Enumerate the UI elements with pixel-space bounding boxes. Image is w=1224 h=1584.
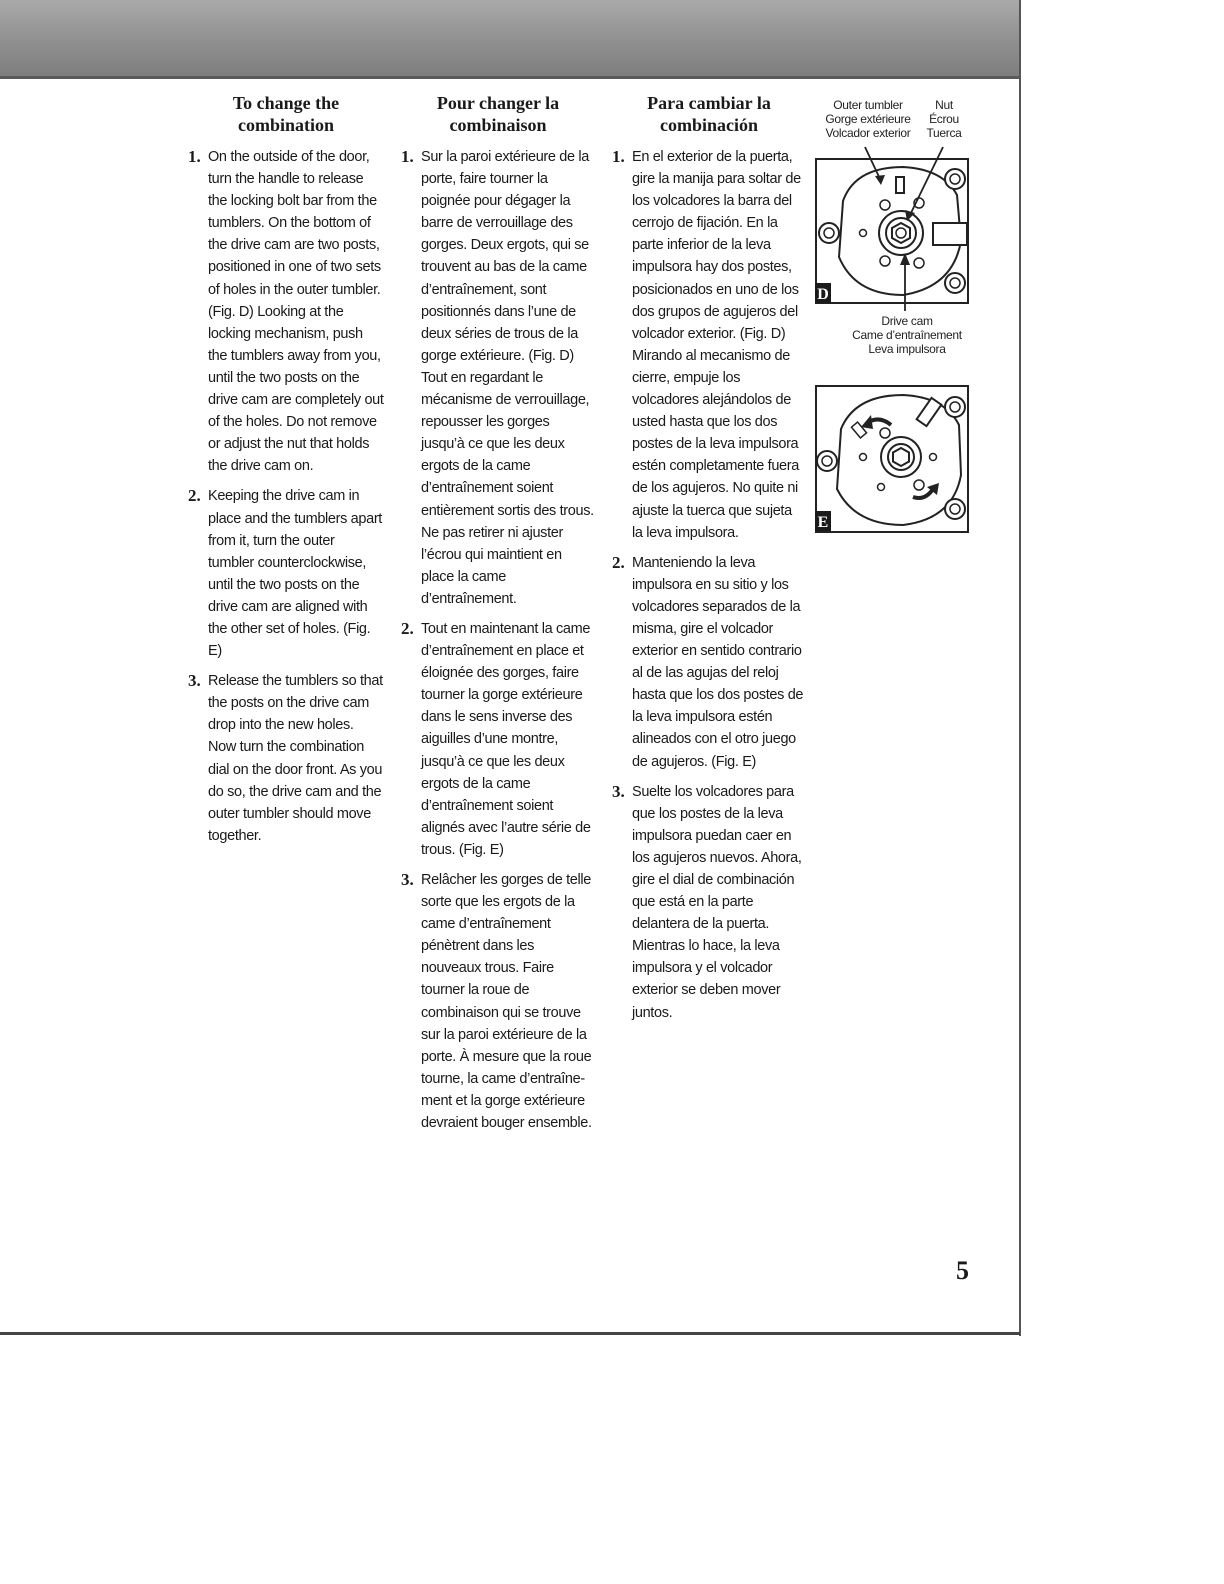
french-column bbox=[401, 92, 595, 1142]
step-number: 2. bbox=[188, 486, 201, 506]
nut bbox=[892, 223, 910, 243]
figure-e-diagram bbox=[815, 385, 971, 535]
figure-e-letter: E bbox=[817, 514, 829, 531]
step-number: 2. bbox=[401, 618, 414, 638]
step-number: 3. bbox=[188, 671, 201, 691]
drive-cam-label bbox=[842, 314, 972, 356]
tumbler-slot bbox=[896, 177, 904, 193]
step-text: Sur la paroi extérieure de la porte, faire tourner la poignée pour dégager la barre de verrouillage des gorges. Deux ergots, qui se trouvent au bas de la came d’entraînement, sont positionnés dans l’une de deux séries de trous de la gorge extérieure. (Fig. D) Tout en regardant le mécanisme de verrouillage, repousser les gorges jusqu’à ce que les deux ergots de la came d’entraînement soient entièrement sortis des trous. Ne pas retirer ni ajuster l’écrou qui maintient en place la came d’entraînement. bbox=[421, 149, 594, 607]
label-fr: Écrou bbox=[929, 112, 959, 126]
step-number: 3. bbox=[401, 870, 414, 889]
step-text: On the outside of the door, turn the handle to release the locking bolt bar from the tumblers. On the bottom of the drive cam are two posts, positioned in one of two sets of holes in the outer tumbler. (Fig. D) Looking at the locking mechanism, push the tumblers away from you, until the two posts on the drive cam are completely out of the holes. Do not remove or adjust the nut that holds the drive cam on. bbox=[208, 149, 384, 475]
label-en: Outer tumbler bbox=[833, 98, 903, 112]
step-text: Keeping the drive cam in place and the tumblers apart from it, turn the outer tumbler counterclockwise, until the two posts on the drive cam are aligned with the other set of holes. (Fig. E) bbox=[208, 488, 382, 660]
english-column bbox=[188, 92, 384, 855]
step-number: 1. bbox=[188, 147, 201, 166]
bolt-bar bbox=[933, 223, 967, 245]
upper-right-lug bbox=[945, 169, 965, 189]
spanish-step-3 bbox=[612, 781, 806, 1024]
french-step-1 bbox=[401, 146, 595, 610]
spanish-title-line1: Para cambiar la bbox=[647, 93, 771, 113]
english-title-line1: To change the bbox=[232, 93, 340, 113]
english-title bbox=[188, 92, 384, 136]
english-step-2 bbox=[188, 485, 384, 662]
step-number: 3. bbox=[612, 781, 625, 801]
step-text: En el exterior de la puerta, gire la manija para soltar de los volcadores la barra del cerrojo de fijación. En la parte inferior de la leva impulsora hay dos postes, posicionados en uno de los dos grupos de agujeros del volcador exterior. (Fig. D) Mirando al mecanismo de cierre, empuje los volcadores alejándolos de usted hasta que los dos postes de la leva impulsora estén completamente fuera de los agujeros. No quite ni ajuste la tuerca que sujeta la leva impulsora. bbox=[632, 149, 801, 541]
label-en: Drive cam bbox=[881, 314, 933, 328]
lower-right-lug bbox=[945, 273, 965, 293]
page-number: 5 bbox=[956, 1256, 969, 1285]
page-edge-bottom bbox=[0, 1332, 1020, 1335]
french-step-2 bbox=[401, 618, 595, 861]
outer-tumbler-label bbox=[820, 98, 916, 140]
label-es: Tuerca bbox=[926, 126, 962, 140]
label-es: Leva impulsora bbox=[868, 342, 946, 356]
step-text: Release the tumblers so that the posts on the drive cam drop into the new holes. Now turn the combination dial on the door front. As you do so, the drive cam and the outer tumbler should move together. bbox=[208, 673, 383, 844]
spanish-step-2 bbox=[612, 552, 806, 773]
page-edge-right bbox=[1019, 0, 1021, 1336]
nut-label bbox=[922, 98, 966, 140]
figure-d-letter: D bbox=[817, 286, 829, 303]
spanish-column bbox=[612, 92, 806, 1032]
label-es: Volcador exterior bbox=[825, 126, 911, 140]
step-text: Manteniendo la leva impulsora en su sitio y los volcadores separados de la misma, gire el volcador exterior en sentido contrario al de las agujas del reloj hasta que los dos postes de la leva impulsora estén alineados con el otro juego de agujeros. (Fig. E) bbox=[632, 554, 804, 770]
step-number: 2. bbox=[612, 552, 625, 572]
english-title-line2: combination bbox=[237, 115, 334, 135]
french-title bbox=[401, 92, 595, 136]
left-lug bbox=[819, 223, 839, 243]
step-number: 1. bbox=[401, 147, 414, 166]
step-number: 1. bbox=[612, 147, 625, 166]
french-step-3 bbox=[401, 869, 595, 1134]
french-title-line1: Pour changer la bbox=[436, 93, 560, 113]
step-text: Relâcher les gorges de telle sorte que les ergots de la came d’entraînement pénètrent dans les nouveaux trous. Faire tourner la roue de combinaison qui se trouve sur la paroi extérieure de la porte. À mesure que la roue tourne, la came d’entraîne-ment et la gorge extérieure devraient bouger ensemble. bbox=[421, 872, 592, 1132]
label-en: Nut bbox=[935, 98, 953, 112]
english-step-1 bbox=[188, 146, 384, 477]
nut bbox=[893, 448, 909, 466]
label-fr: Gorge extérieure bbox=[825, 112, 911, 126]
step-text: Suelte los volcadores para que los postes de la leva impulsora puedan caer en los agujeros nuevos. Ahora, gire el dial de combinación que está en la parte delantera de la puerta. Mientras lo hace, la leva impulsora y el volcador exterior se deben mover juntos. bbox=[632, 783, 802, 1021]
top-band-edge bbox=[0, 76, 1020, 79]
spanish-title bbox=[612, 92, 806, 136]
top-gray-band bbox=[0, 0, 1020, 78]
french-title-line2: combinaison bbox=[449, 115, 547, 135]
figure-d-diagram bbox=[815, 145, 971, 311]
label-fr: Came d’entraînement bbox=[852, 328, 962, 342]
spanish-title-line2: combinación bbox=[659, 115, 758, 135]
english-step-3 bbox=[188, 670, 384, 847]
step-text: Tout en maintenant la came d’entraînement en place et éloignée des gorges, faire tourner la gorge extérieure dans le sens inverse des aiguilles d’une montre, jusqu’à ce que les deux ergots de la came d’entraînement soient alignés avec l’autre série de trous. (Fig. E) bbox=[421, 620, 591, 858]
spanish-step-1 bbox=[612, 146, 806, 544]
